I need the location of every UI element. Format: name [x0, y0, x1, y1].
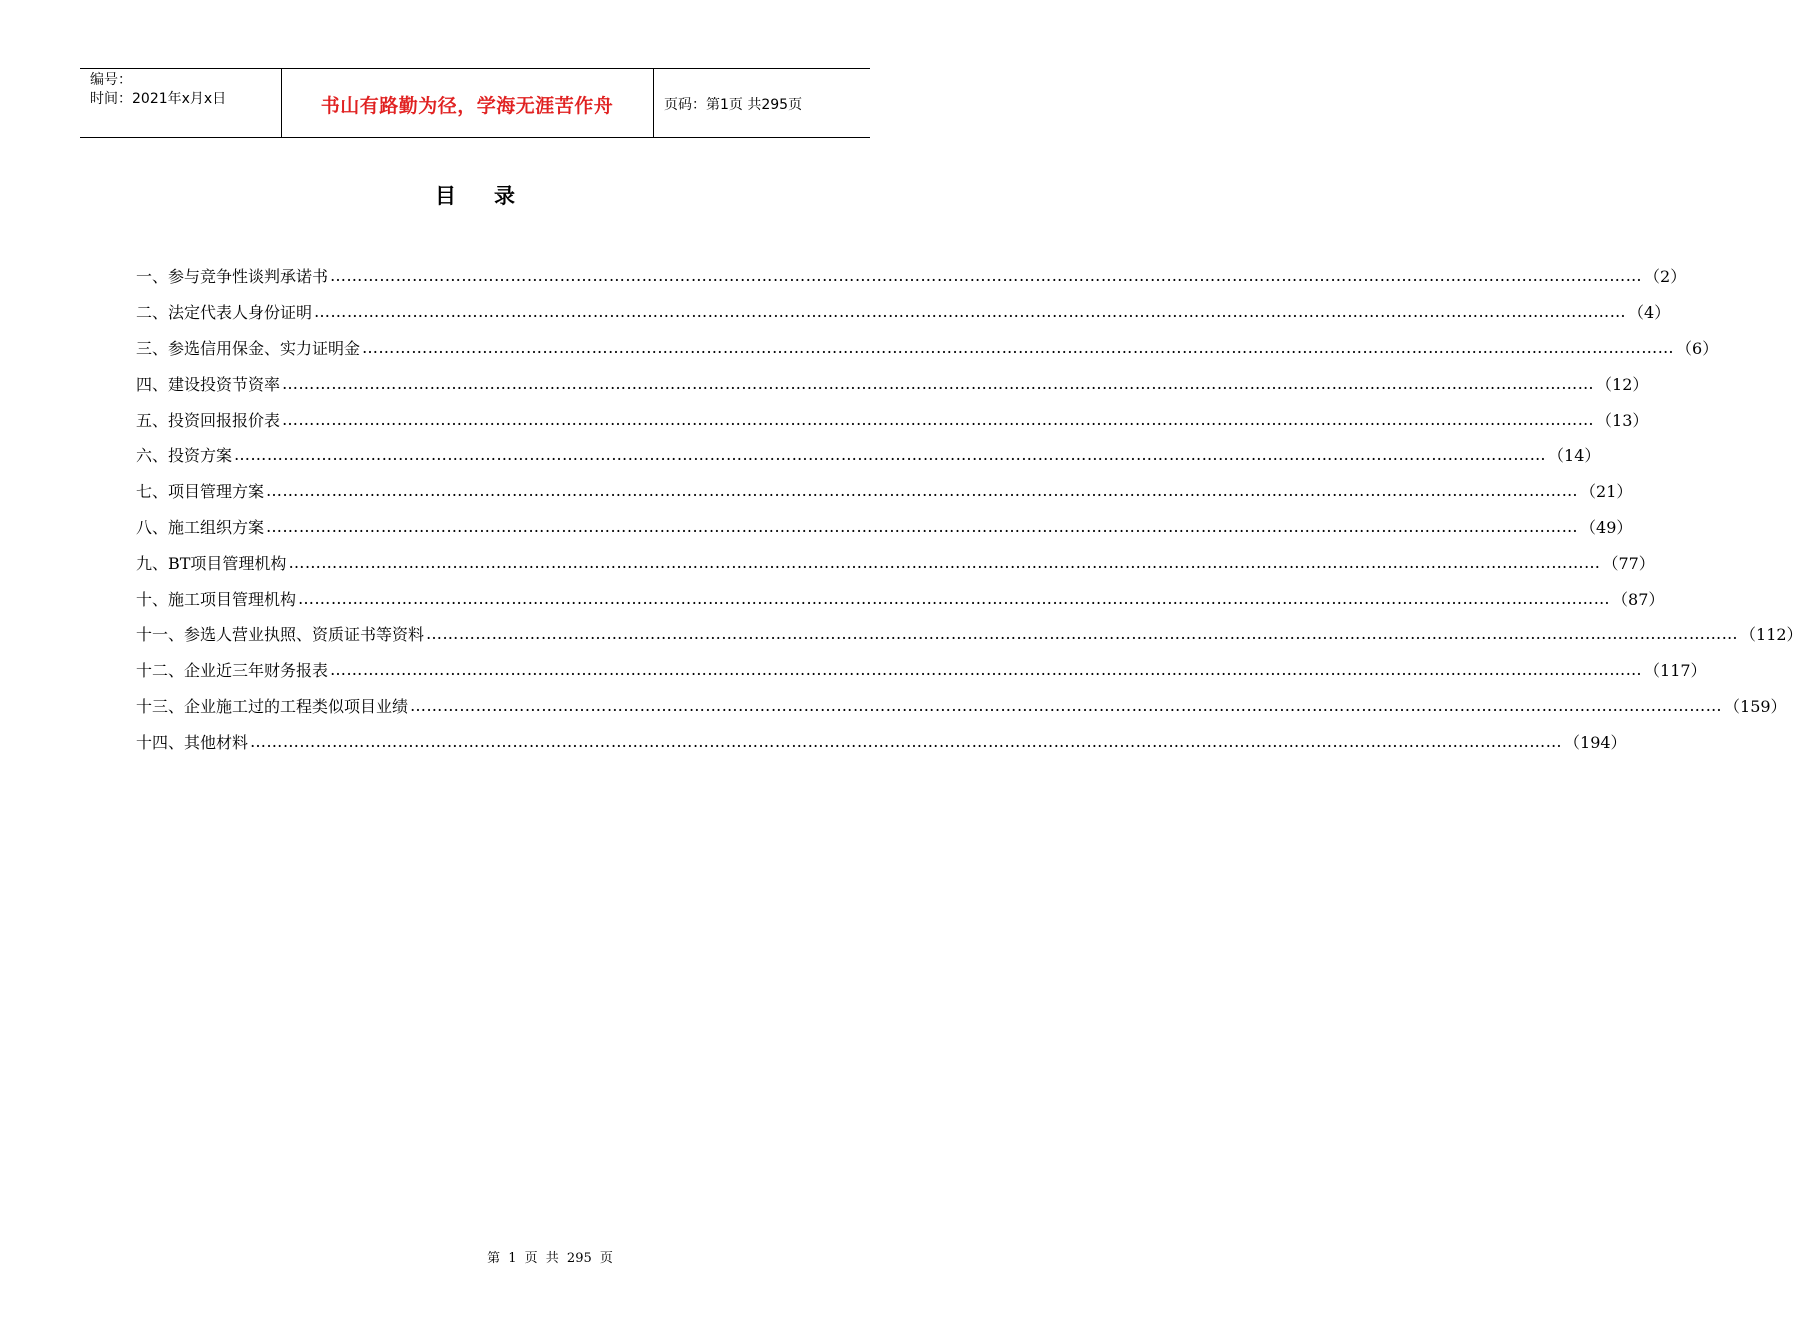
- toc-leader-dots: ……………………………………………………………………………………………………………………………………………………………………………………………………………………: [330, 660, 1643, 680]
- toc-leader-dots: ……………………………………………………………………………………………………………………………………………………………………………………………………………………: [250, 731, 1563, 751]
- toc-leader-dots: ……………………………………………………………………………………………………………………………………………………………………………………………………………………: [282, 409, 1595, 429]
- toc-entry[interactable]: [136, 544, 1655, 580]
- toc-entry[interactable]: [136, 580, 1665, 616]
- toc-entry-label: 十四、其他材料: [136, 732, 249, 752]
- toc-entry-page: （77）: [1602, 553, 1655, 573]
- toc-entry-label: 一、参与竞争性谈判承诺书: [136, 267, 329, 287]
- toc-leader-dots: ……………………………………………………………………………………………………………………………………………………………………………………………………………………: [330, 266, 1643, 286]
- header-page-cell: [654, 69, 870, 137]
- toc-entry-label: 十三、企业施工过的工程类似项目业绩: [136, 696, 409, 716]
- toc-entry-label: 七、项目管理方案: [136, 482, 265, 502]
- toc-leader-dots: ……………………………………………………………………………………………………………………………………………………………………………………………………………………: [266, 481, 1579, 501]
- toc-entry-page: （159）: [1724, 696, 1787, 716]
- toc-leader-dots: ……………………………………………………………………………………………………………………………………………………………………………………………………………………: [362, 337, 1675, 357]
- toc-entry-label: 十一、参选人营业执照、资质证书等资料: [136, 625, 425, 645]
- toc-entry-label: 八、施工组织方案: [136, 517, 265, 537]
- toc-leader-dots: ……………………………………………………………………………………………………………………………………………………………………………………………………………………: [288, 552, 1601, 572]
- toc-entry[interactable]: [136, 688, 1787, 724]
- toc-entry-page: （12）: [1596, 374, 1649, 394]
- toc-entry-label: 十二、企业近三年财务报表: [136, 661, 329, 681]
- toc-entry-label: 十、施工项目管理机构: [136, 589, 297, 609]
- toc-entry-label: 三、参选信用保金、实力证明金: [136, 338, 361, 358]
- toc-entry[interactable]: [136, 437, 1601, 473]
- toc-entry-page: （112）: [1740, 625, 1803, 645]
- toc-entry-page: （4）: [1628, 303, 1671, 323]
- toc-entry[interactable]: [136, 652, 1707, 688]
- toc-entry[interactable]: [136, 294, 1671, 330]
- document-number-label: 编号：: [90, 72, 132, 88]
- toc-entry-page: （14）: [1548, 446, 1601, 466]
- toc-entry-page: （21）: [1580, 482, 1633, 502]
- toc-entry[interactable]: [136, 258, 1687, 294]
- table-of-contents: [136, 258, 1803, 759]
- header-motto: 书山有路勤为径，学海无涯苦作舟: [320, 95, 614, 117]
- toc-entry[interactable]: [136, 723, 1627, 759]
- toc-entry-label: 九、BT项目管理机构: [136, 553, 287, 573]
- toc-entry-label: 四、建设投资节资率: [136, 374, 281, 394]
- toc-entry[interactable]: [136, 509, 1633, 545]
- toc-entry-page: （87）: [1612, 589, 1665, 609]
- toc-leader-dots: ……………………………………………………………………………………………………………………………………………………………………………………………………………………: [266, 516, 1579, 536]
- header-info-cell: [80, 69, 282, 137]
- toc-entry[interactable]: [136, 616, 1803, 652]
- toc-title: 目录: [435, 184, 553, 208]
- toc-entry-page: （117）: [1644, 661, 1707, 681]
- toc-entry-page: （13）: [1596, 410, 1649, 430]
- toc-entry[interactable]: [136, 401, 1649, 437]
- page-footer: 第 1 页 共 295 页: [487, 1251, 613, 1266]
- toc-entry-label: 二、法定代表人身份证明: [136, 303, 313, 323]
- toc-entry-label: 六、投资方案: [136, 446, 233, 466]
- toc-entry-page: （49）: [1580, 517, 1633, 537]
- header-page-code: 页码：第1页 共295页: [664, 97, 803, 113]
- toc-leader-dots: ……………………………………………………………………………………………………………………………………………………………………………………………………………………: [234, 445, 1547, 465]
- toc-leader-dots: ……………………………………………………………………………………………………………………………………………………………………………………………………………………: [426, 624, 1739, 644]
- document-time-label: 时间：2021年x月x日: [90, 91, 227, 107]
- toc-entry-label: 五、投资回报报价表: [136, 410, 281, 430]
- toc-entry-page: （194）: [1564, 732, 1627, 752]
- toc-leader-dots: ……………………………………………………………………………………………………………………………………………………………………………………………………………………: [282, 373, 1595, 393]
- toc-entry-page: （6）: [1676, 338, 1719, 358]
- header-motto-cell: [281, 69, 654, 137]
- toc-entry-page: （2）: [1644, 267, 1687, 287]
- page-header: [80, 68, 870, 138]
- toc-leader-dots: ……………………………………………………………………………………………………………………………………………………………………………………………………………………: [410, 695, 1723, 715]
- toc-entry[interactable]: [136, 330, 1719, 366]
- toc-entry[interactable]: [136, 365, 1649, 401]
- toc-leader-dots: ……………………………………………………………………………………………………………………………………………………………………………………………………………………: [314, 302, 1627, 322]
- toc-entry[interactable]: [136, 473, 1633, 509]
- toc-leader-dots: ……………………………………………………………………………………………………………………………………………………………………………………………………………………: [298, 588, 1611, 608]
